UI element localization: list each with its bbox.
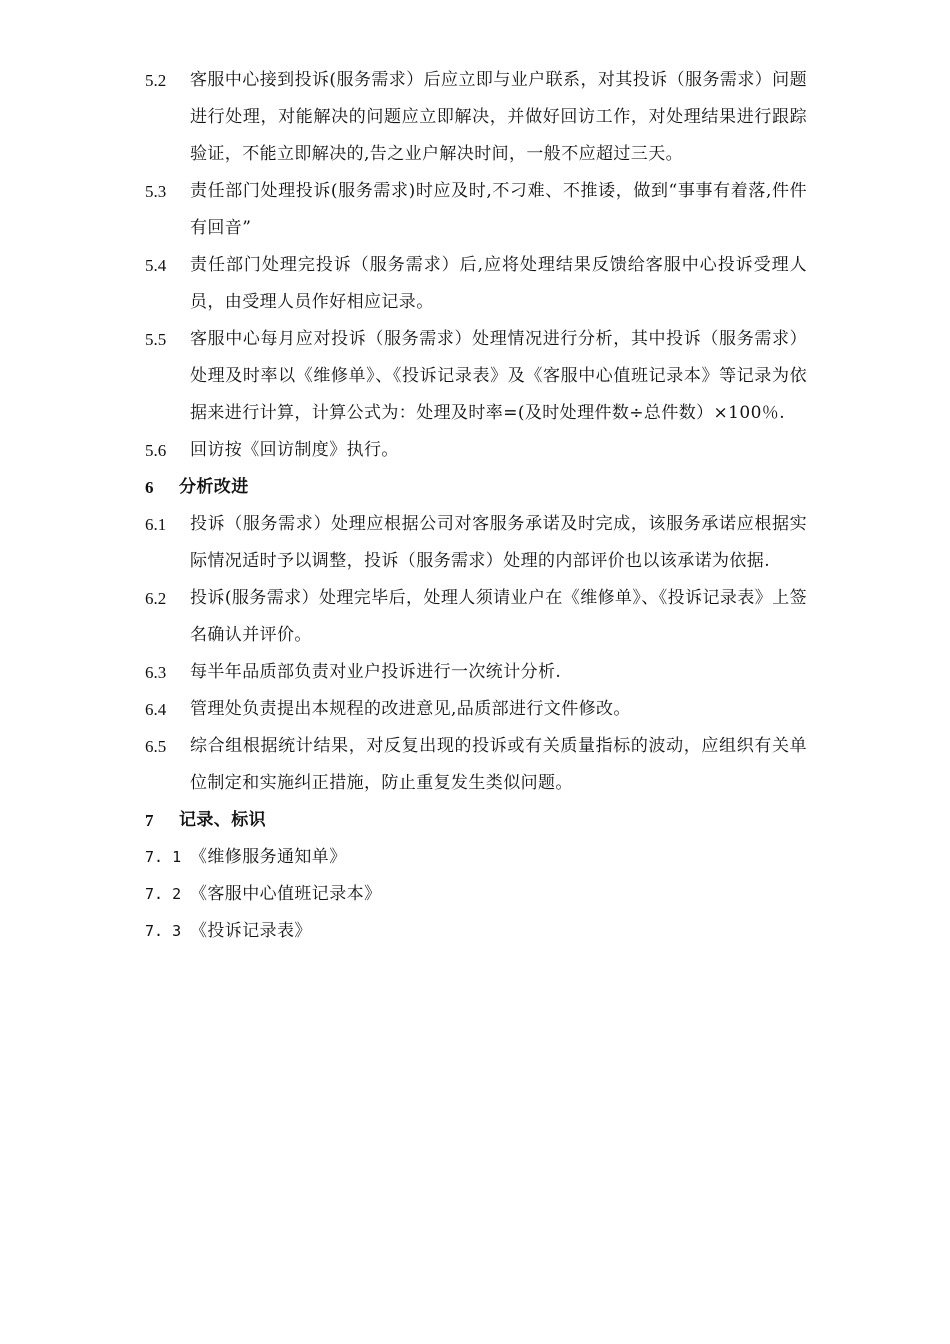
section-heading-6 xyxy=(145,469,807,506)
clause-6-2 xyxy=(145,580,807,654)
clause-text: 管理处负责提出本规程的改进意见,品质部进行文件修改。 xyxy=(190,699,631,719)
clause-text: 综合组根据统计结果，对反复出现的投诉或有关质量指标的波动，应组织有关单位制定和实施纠正措施，防止重复发生类似问题。 xyxy=(190,736,807,793)
record-number: 7. 1 xyxy=(145,848,182,866)
clause-number: 5.5 xyxy=(145,330,167,349)
clause-5-6 xyxy=(145,432,807,469)
clause-6-4 xyxy=(145,691,807,728)
section-title: 分析改进 xyxy=(179,477,249,497)
clause-5-4 xyxy=(145,247,807,321)
clause-number: 5.2 xyxy=(145,71,167,90)
clause-text: 责任部门处理投诉(服务需求)时应及时,不刁难、不推诿，做到“事事有着落,件件有回音” xyxy=(190,181,807,238)
record-item-7-2 xyxy=(145,876,807,913)
section-number: 6 xyxy=(145,478,154,497)
clause-5-5 xyxy=(145,321,807,432)
clause-text: 每半年品质部负责对业户投诉进行一次统计分析. xyxy=(190,662,562,682)
clause-text: 责任部门处理完投诉（服务需求）后,应将处理结果反馈给客服中心投诉受理人员，由受理人员作好相应记录。 xyxy=(190,255,807,312)
clause-number: 6.3 xyxy=(145,663,167,682)
clause-number: 5.4 xyxy=(145,256,167,275)
record-number: 7. 3 xyxy=(145,922,182,940)
clause-text: 投诉（服务需求）处理应根据公司对客服务承诺及时完成，该服务承诺应根据实际情况适时予以调整，投诉（服务需求）处理的内部评价也以该承诺为依据. xyxy=(190,514,807,571)
clause-6-5 xyxy=(145,728,807,802)
clause-6-3 xyxy=(145,654,807,691)
clause-number: 5.6 xyxy=(145,441,167,460)
clause-5-2 xyxy=(145,62,807,173)
record-number: 7. 2 xyxy=(145,885,182,903)
section-number: 7 xyxy=(145,811,154,830)
clause-6-1 xyxy=(145,506,807,580)
record-title: 《投诉记录表》 xyxy=(190,921,312,941)
section-title: 记录、标识 xyxy=(179,810,266,830)
document-body xyxy=(145,62,807,950)
clause-text: 客服中心每月应对投诉（服务需求）处理情况进行分析，其中投诉（服务需求）处理及时率以《维修单》、《投诉记录表》及《客服中心值班记录本》等记录为依据来进行计算，计算公式为：处理及时率=(及时处理件数÷总件数）×100％. xyxy=(190,329,807,423)
clause-text: 客服中心接到投诉(服务需求）后应立即与业户联系，对其投诉（服务需求）问题进行处理，对能解决的问题应立即解决，并做好回访工作，对处理结果进行跟踪验证，不能立即解决的,告之业户解决时间，一般不应超过三天。 xyxy=(190,70,807,164)
section-heading-7 xyxy=(145,802,807,839)
clause-number: 6.2 xyxy=(145,589,167,608)
clause-text: 投诉(服务需求）处理完毕后，处理人须请业户在《维修单》、《投诉记录表》上签名确认并评价。 xyxy=(190,588,807,645)
record-item-7-3 xyxy=(145,913,807,950)
record-title: 《客服中心值班记录本》 xyxy=(190,884,382,904)
clause-5-3 xyxy=(145,173,807,247)
record-item-7-1 xyxy=(145,839,807,876)
clause-number: 6.1 xyxy=(145,515,167,534)
record-title: 《维修服务通知单》 xyxy=(190,847,347,867)
clause-number: 6.4 xyxy=(145,700,167,719)
clause-number: 5.3 xyxy=(145,182,167,201)
clause-number: 6.5 xyxy=(145,737,167,756)
clause-text: 回访按《回访制度》执行。 xyxy=(190,440,399,460)
